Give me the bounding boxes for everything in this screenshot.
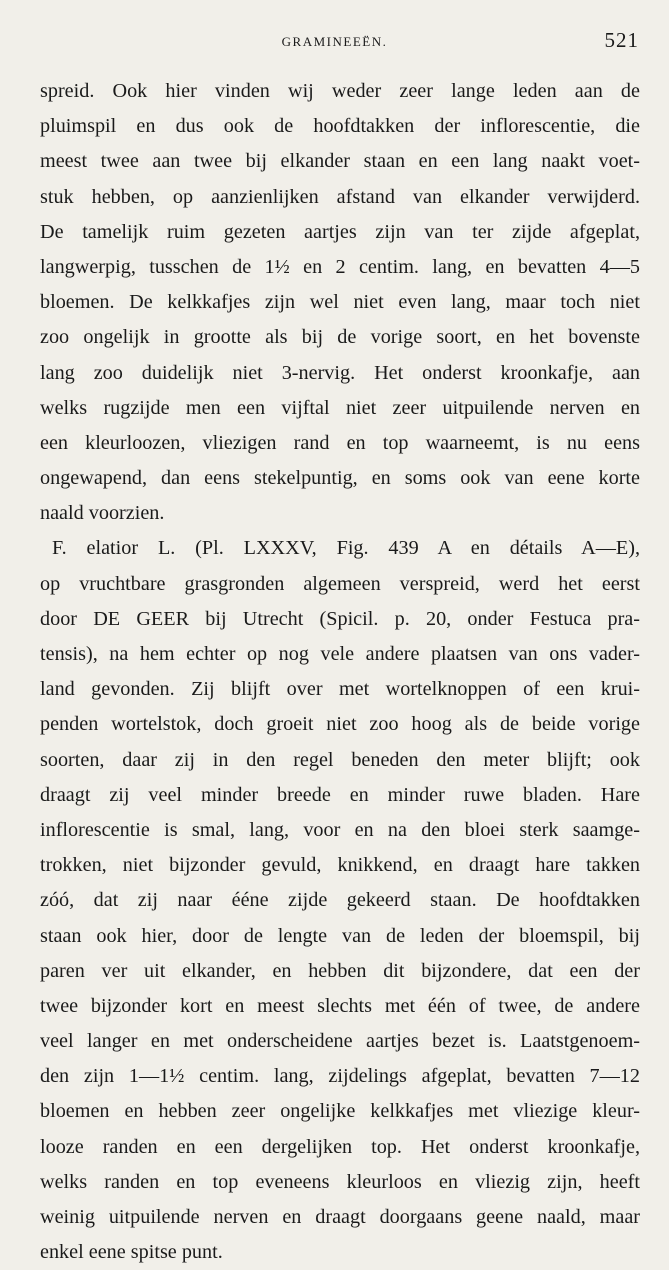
- text-line: penden wortelstok, doch groeit niet zoo hoog als de beide vorige: [40, 713, 640, 736]
- text-line: ongewapend, dan eens stekelpuntig, en soms ook van eene korte: [40, 467, 640, 490]
- text-line: soorten, daar zij in den regel beneden den meter blijft; ook: [40, 748, 640, 771]
- text-line: zoo ongelijk in grootte als bij de vorige soort, en het bovenste: [40, 326, 640, 349]
- text-line: welks randen en top eveneens kleurloos en vliezig zijn, heeft: [40, 1170, 640, 1193]
- paragraph-last-line: enkel eene spitse punt.: [40, 1241, 223, 1264]
- text-line: veel langer en met onderscheidene aartjes bezet is. Laatstgenoem-: [40, 1030, 640, 1053]
- text-line: bloemen en hebben zeer ongelijke kelkkafjes met vliezige kleur-: [40, 1100, 640, 1123]
- running-head: [0, 28, 669, 58]
- text-line: den zijn 1—1½ centim. lang, zijdelings afgeplat, bevatten 7—12: [40, 1065, 640, 1088]
- text-line: welks rugzijde men een vijftal niet zeer uitpuilende nerven en: [40, 396, 640, 419]
- text-line: op vruchtbare grasgronden algemeen verspreid, werd het eerst: [40, 572, 640, 595]
- text-line: inflorescentie is smal, lang, voor en na den bloei sterk saamge-: [40, 818, 640, 841]
- text-line: bloemen. De kelkkafjes zijn wel niet even lang, maar toch niet: [40, 291, 640, 314]
- text-line: paren ver uit elkander, en hebben dit bijzondere, dat een der: [40, 959, 640, 982]
- text-line: zóó, dat zij naar ééne zijde gekeerd staan. De hoofdtakken: [40, 889, 640, 912]
- running-title: GRAMINEEËN.: [281, 34, 388, 49]
- body-text: [40, 74, 640, 1270]
- text-line: twee bijzonder kort en meest slechts met één of twee, de andere: [40, 994, 640, 1017]
- text-line: spreid. Ook hier vinden wij weder zeer lange leden aan de: [40, 80, 640, 102]
- text-line: trokken, niet bijzonder gevuld, knikkend, en draagt hare takken: [40, 854, 640, 877]
- paragraph-last-line: naald voorzien.: [40, 502, 165, 525]
- text-line: lang zoo duidelijk niet 3-nervig. Het onderst kroonkafje, aan: [40, 361, 640, 384]
- text-line: looze randen en een dergelijken top. Het onderst kroonkafje,: [40, 1135, 640, 1158]
- text-line: weinig uitpuilende nerven en draagt doorgaans geene naald, maar: [40, 1206, 640, 1228]
- text-line: stuk hebben, op aanzienlijken afstand van elkander verwijderd.: [40, 185, 640, 208]
- page-number: 521: [604, 28, 639, 52]
- paragraph-first-line: F. elatior L. (Pl. LXXXV, Fig. 439 A en détails A—E),: [52, 537, 640, 560]
- text-line: De tamelijk ruim gezeten aartjes zijn van ter zijde afgeplat,: [40, 220, 640, 243]
- text-line: staan ook hier, door de lengte van de leden der bloemspil, bij: [40, 924, 640, 947]
- text-line: meest twee aan twee bij elkander staan en een lang naakt voet-: [40, 150, 640, 173]
- text-line: tensis), na hem echter op nog vele andere plaatsen van ons vader-: [40, 643, 640, 665]
- text-line: draagt zij veel minder breede en minder ruwe bladen. Hare: [40, 783, 640, 806]
- text-line: land gevonden. Zij blijft over met wortelknoppen of een krui-: [40, 678, 640, 701]
- text-line: pluimspil en dus ook de hoofdtakken der inflorescentie, die: [40, 115, 640, 138]
- text-line: door DE GEER bij Utrecht (Spicil. p. 20, onder Festuca pra-: [40, 607, 640, 630]
- text-line: langwerpig, tusschen de 1½ en 2 centim. lang, en bevatten 4—5: [40, 255, 640, 278]
- text-line: een kleurloozen, vliezigen rand en top waarneemt, is nu eens: [40, 431, 640, 454]
